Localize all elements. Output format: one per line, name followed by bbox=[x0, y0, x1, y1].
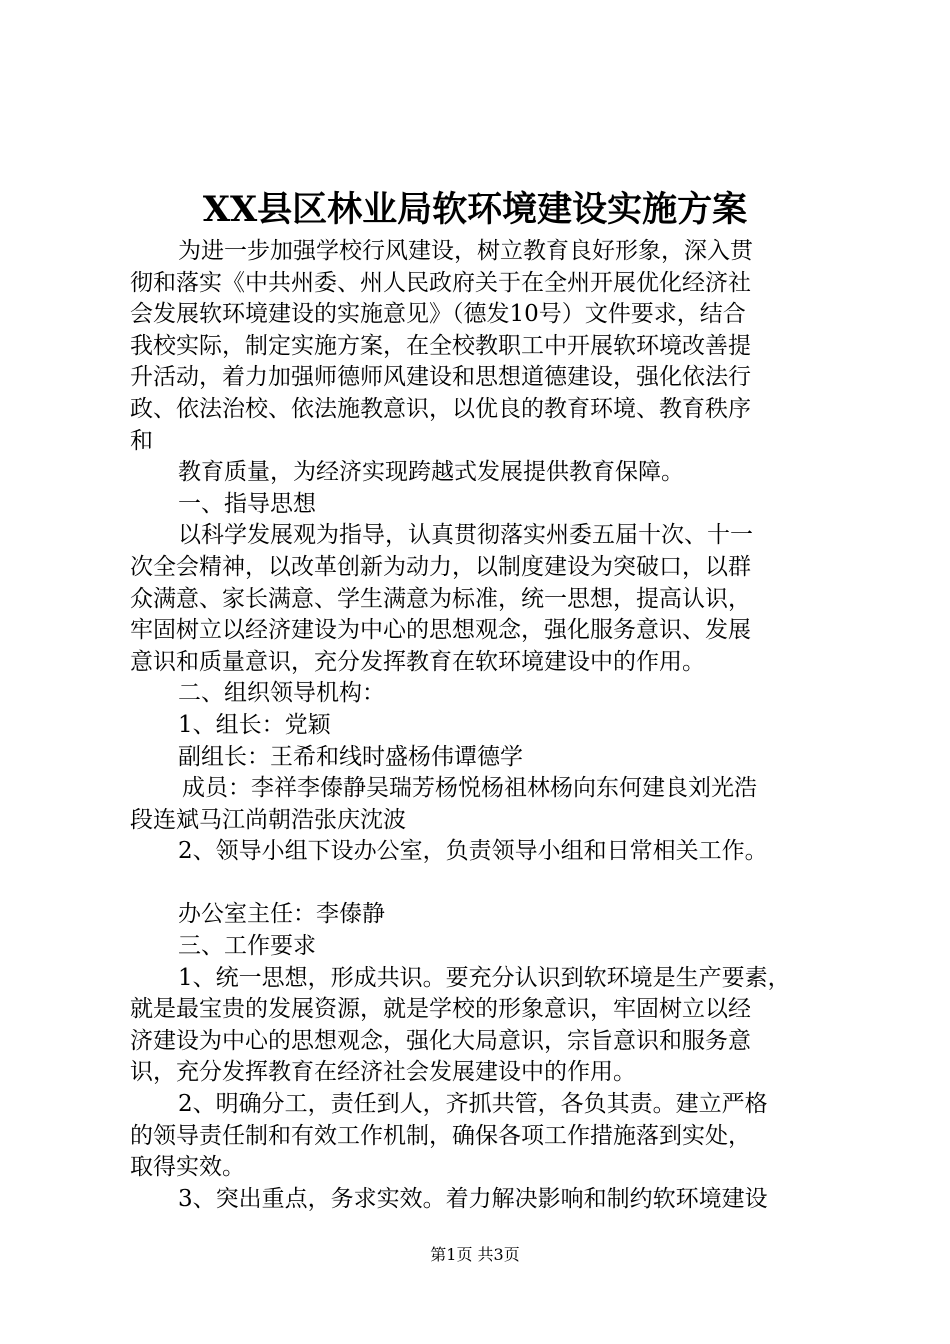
paragraph-line: 政、依法治校、依法施教意识，以优良的教育环境、教育秩序 bbox=[130, 395, 751, 422]
paragraph-line: 为进一步加强学校行风建设，树立教育良好形象，深入贯 bbox=[178, 238, 753, 264]
blank-line bbox=[130, 868, 835, 900]
section-heading: 二、组织领导机构： bbox=[178, 680, 385, 707]
paragraph-line: 众满意、家长满意、学生满意为标准，统一思想，提高认识， bbox=[130, 585, 751, 612]
paragraph-line: 意识和质量意识，充分发挥教育在软环境建设中的作用。 bbox=[130, 648, 705, 675]
paragraph-line: 取得实效。 bbox=[130, 1154, 245, 1181]
paragraph-line: 副组长：王希和线时盛杨伟谭德学 bbox=[178, 743, 523, 770]
paragraph-line: 次全会精神，以改革创新为动力，以制度建设为突破口，以群 bbox=[130, 553, 751, 580]
section-heading: 三、工作要求 bbox=[178, 933, 316, 960]
paragraph-line: 段连斌马江尚朝浩张庆沈波 bbox=[130, 806, 406, 833]
paragraph-line: 办公室主任：李傣静 bbox=[178, 901, 385, 928]
paragraph-line: 会发展软环境建设的实施意见》（德发10号）文件要求，结合 bbox=[130, 301, 746, 328]
paragraph-line: 1、统一思想，形成共识。要充分认识到软环境是生产要素， bbox=[178, 964, 791, 991]
paragraph-line: 牢固树立以经济建设为中心的思想观念，强化服务意识、发展 bbox=[130, 617, 751, 644]
paragraph-line: 济建设为中心的思想观念，强化大局意识，宗旨意识和服务意 bbox=[130, 1027, 751, 1054]
paragraph-line: 彻和落实《中共州委、州人民政府关于在全州开展优化经济社 bbox=[130, 269, 751, 296]
paragraph-line: 我校实际，制定实施方案，在全校教职工中开展软环境改善提 bbox=[130, 332, 751, 359]
paragraph-line: 2、明确分工，责任到人，齐抓共管，各负其责。建立严格 bbox=[178, 1091, 768, 1118]
paragraph-line: 2、领导小组下设办公室，负责领导小组和日常相关工作。 bbox=[178, 838, 768, 865]
document-title: XX县区林业局软环境建设实施方案 bbox=[202, 189, 748, 230]
page-indicator: 第1页 共3页 bbox=[430, 1245, 520, 1264]
document-body bbox=[130, 236, 835, 1215]
paragraph-line: 教育质量，为经济实现跨越式发展提供教育保障。 bbox=[178, 459, 684, 486]
paragraph-line: 以科学发展观为指导，认真贯彻落实州委五届十次、十一 bbox=[178, 522, 753, 549]
paragraph-line: 成员：李祥李傣静吴瑞芳杨悦杨祖林杨向东何建良刘光浩 bbox=[182, 775, 757, 802]
paragraph-line: 升活动，着力加强师德师风建设和思想道德建设，强化依法行 bbox=[130, 364, 751, 391]
paragraph-line: 3、突出重点，务求实效。着力解决影响和制约软环境建设 bbox=[178, 1185, 768, 1212]
paragraph-line: 识，充分发挥教育在经济社会发展建设中的作用。 bbox=[130, 1059, 636, 1086]
paragraph-line: 1、组长：党颖 bbox=[178, 711, 331, 738]
section-heading: 一、指导思想 bbox=[178, 490, 316, 517]
paragraph-line: 就是最宝贵的发展资源，就是学校的形象意识，牢固树立以经 bbox=[130, 996, 751, 1023]
paragraph-line: 的领导责任制和有效工作机制，确保各项工作措施落到实处， bbox=[130, 1122, 751, 1149]
paragraph-line: 和 bbox=[130, 427, 153, 454]
